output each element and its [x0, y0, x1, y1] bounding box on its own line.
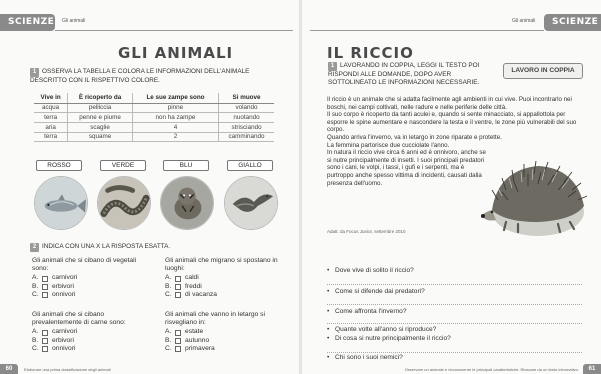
question-food-plants — [32, 257, 150, 299]
footer-text-left: Elaborare una prima classificazione degli animali — [24, 367, 111, 372]
instruction-text: INDICA CON UNA X LA RISPOSTA ESATTA. — [42, 243, 171, 250]
answer-option[interactable] — [32, 291, 150, 299]
question-text: Quante volte all'anno si riproduce? — [335, 326, 437, 333]
column-header: Vive in — [34, 93, 68, 103]
color-tag-rosso: ROSSO — [36, 160, 82, 171]
answer-option[interactable] — [32, 345, 150, 353]
question-hibernation — [165, 311, 290, 353]
checkbox[interactable] — [175, 338, 181, 344]
table-cell[interactable]: 4 — [132, 122, 218, 132]
checkbox[interactable] — [175, 284, 181, 290]
option-letter: A. — [32, 274, 39, 282]
step-number: 1 — [328, 62, 337, 71]
question-migration — [165, 257, 290, 299]
option-label: onnivori — [52, 344, 76, 352]
color-tag-blu: BLU — [163, 160, 209, 171]
question-text: Gli animali che si cibano prevalentemente di carne sono: — [32, 311, 126, 327]
answer-line[interactable] — [327, 284, 582, 285]
answer-option[interactable] — [32, 328, 150, 336]
option-letter: C. — [165, 290, 172, 298]
open-question — [327, 267, 414, 274]
table-cell[interactable]: 2 — [132, 132, 218, 142]
passage-paragraph: In natura il riccio vive circa 6 anni ed è onnivoro, anche se si nutre principalmente di insetti. I suoi principali predatori sono i cani, le volpi, i tassi, i gufi e i serpenti, ma è purtroppo anche spesso vittima di incidenti, causati dalla presenza dell'uomo. — [327, 149, 486, 187]
bullet-icon: • — [327, 308, 330, 315]
question-text: Chi sono i suoi nemici? — [335, 354, 403, 361]
question-text: Gli animali che vanno in letargo si risvegliano in: — [165, 311, 265, 327]
page-number-right: 61 — [583, 364, 601, 374]
page-gutter — [299, 0, 302, 374]
snake-photo — [97, 176, 151, 230]
answer-line[interactable] — [327, 352, 582, 353]
table-cell[interactable]: pinne — [132, 103, 218, 113]
option-letter: A. — [165, 328, 172, 336]
subject-tab-right: SCIENZE — [544, 14, 601, 31]
bird-photo — [224, 176, 278, 230]
page-title-left: GLI ANIMALI — [118, 44, 234, 62]
table-cell[interactable]: acqua — [34, 103, 68, 113]
table-cell[interactable]: aria — [34, 122, 68, 132]
answer-option[interactable] — [32, 337, 150, 345]
option-label: estate — [185, 328, 204, 336]
option-letter: B. — [32, 336, 39, 344]
checkbox[interactable] — [42, 276, 48, 282]
option-label: autunno — [185, 336, 210, 344]
column-header: Si muove — [219, 93, 274, 103]
option-label: caldi — [185, 274, 199, 282]
option-letter: C. — [32, 344, 39, 352]
tiger-photo — [160, 176, 214, 230]
table-cell[interactable]: penne e piume — [68, 113, 133, 123]
option-letter: B. — [165, 282, 172, 290]
hedgehog-illustration — [478, 150, 590, 240]
question-text: Come si difende dai predatori? — [335, 288, 425, 295]
checkbox[interactable] — [42, 330, 48, 336]
answer-option[interactable] — [165, 274, 290, 282]
passage-paragraph: Quando arriva l'inverno, va in letargo in zone riparate e protette. — [327, 133, 502, 141]
table-row — [34, 113, 274, 123]
table-cell[interactable]: camminando — [219, 132, 274, 142]
answer-option[interactable] — [165, 345, 290, 353]
answer-option[interactable] — [165, 291, 290, 299]
instruction-1-left — [30, 68, 280, 85]
checkbox[interactable] — [175, 276, 181, 282]
instruction-text: LAVORANDO IN COPPIA, LEGGI IL TESTO POI RISPONDI ALLE DOMANDE, DOPO AVER SOTTOLINEATO LE INFORMAZIONI NECESSARIE. — [328, 62, 480, 86]
open-question — [327, 354, 403, 361]
bullet-icon: • — [327, 267, 330, 274]
bullet-icon: • — [327, 354, 330, 361]
footer-text-right: Osservare un animale e riconoscerne le principali caratteristiche. Ricavare da un testo informativo. — [404, 367, 579, 372]
table-cell[interactable]: squame — [68, 132, 133, 142]
open-question — [327, 326, 436, 333]
instruction-text: OSSERVA LA TABELLA E COLORA LE INFORMAZIONI DELL'ANIMALE DESCRITTO CON IL RISPETTIVO COLORE. — [30, 68, 250, 84]
fish-photo — [34, 176, 88, 230]
answer-line[interactable] — [327, 304, 582, 305]
checkbox[interactable] — [175, 292, 181, 298]
table-row — [34, 103, 274, 113]
question-text: Gli animali che migrano si spostano in luoghi: — [165, 257, 278, 273]
table-row — [34, 122, 274, 132]
passage-paragraph: Il suo corpo è ricoperto da tanti aculei e, quando si sente minacciato, si appallottola per esporre le spine aumentare e nascondere la testa e il ventre, le zone più vulnerabili del suo corpo. — [327, 111, 577, 134]
bullet-icon: • — [327, 326, 330, 333]
answer-option[interactable] — [165, 328, 290, 336]
header-rule-right — [310, 30, 544, 31]
step-number: 2 — [30, 243, 39, 252]
option-letter: C. — [165, 344, 172, 352]
column-header: È ricoperto da — [68, 93, 133, 103]
source-citation: Adatt. da Focus Junior, settembre 2010 — [327, 229, 406, 234]
option-label: carnivori — [52, 328, 78, 336]
color-tag-giallo: GIALLO — [227, 160, 273, 171]
checkbox[interactable] — [42, 292, 48, 298]
answer-option[interactable] — [165, 283, 290, 291]
option-label: di vacanza — [185, 290, 217, 298]
option-letter: B. — [165, 336, 172, 344]
table-cell[interactable]: volando — [219, 103, 274, 113]
question-text: Di cosa si nutre principalmente il riccio? — [335, 335, 451, 342]
question-food-meat — [32, 311, 150, 353]
table-cell[interactable]: terra — [34, 132, 68, 142]
table-cell[interactable]: terra — [34, 113, 68, 123]
open-question — [327, 308, 407, 315]
header-rule-left — [55, 30, 293, 31]
answer-line[interactable] — [327, 323, 582, 324]
checkbox[interactable] — [42, 346, 48, 352]
question-text: Dove vive di solito il riccio? — [335, 267, 414, 274]
option-letter: A. — [32, 328, 39, 336]
option-letter: B. — [32, 282, 39, 290]
answer-option[interactable] — [32, 274, 150, 282]
column-header: Le sue zampe sono — [132, 93, 218, 103]
question-text: Come affronta l'inverno? — [335, 308, 407, 315]
table-cell[interactable]: pelliccia — [68, 103, 133, 113]
pair-work-badge: LAVORO IN COPPIA — [503, 63, 583, 79]
question-text: Gli animali che si cibano di vegetali sono: — [32, 257, 137, 273]
option-label: carnivori — [52, 274, 78, 282]
step-number: 1 — [30, 68, 39, 77]
table-header-row — [34, 93, 274, 103]
bullet-icon: • — [327, 335, 330, 342]
table-row — [34, 132, 274, 142]
header-subtitle-left: Gli animali — [62, 18, 86, 24]
passage-paragraph: Il riccio è un animale che si adatta facilmente agli ambienti in cui vive. Puoi incontrarlo nei boschi, nei campi coltivati, nelle radure e nelle periferie delle città. — [327, 96, 572, 111]
open-question — [327, 335, 451, 342]
checkbox[interactable] — [175, 346, 181, 352]
checkbox[interactable] — [42, 338, 48, 344]
page-title-right: IL RICCIO — [327, 44, 414, 62]
option-label: primavera — [185, 344, 215, 352]
answer-option[interactable] — [32, 283, 150, 291]
option-label: erbivori — [52, 282, 74, 290]
header-subtitle-right: Gli animali — [512, 18, 536, 24]
instruction-1-right — [328, 62, 493, 87]
option-label: freddi — [185, 282, 202, 290]
answer-option[interactable] — [165, 337, 290, 345]
option-label: onnivori — [52, 290, 76, 298]
checkbox[interactable] — [175, 330, 181, 336]
animal-traits-table — [34, 93, 274, 142]
option-letter: C. — [32, 290, 39, 298]
passage-paragraph: La femmina partorisce due cucciolate l'anno. — [327, 141, 450, 149]
table-cell[interactable]: non ha zampe — [132, 113, 218, 123]
instruction-2-left — [30, 243, 280, 252]
subject-tab-left: SCIENZE — [0, 14, 55, 31]
option-label: erbivori — [52, 336, 74, 344]
option-letter: A. — [165, 274, 172, 282]
table-cell[interactable]: scaglie — [68, 122, 133, 132]
open-question — [327, 288, 425, 295]
table-cell[interactable]: strisciando — [219, 122, 274, 132]
color-tag-verde: VERDE — [100, 160, 146, 171]
page-number-left: 60 — [0, 364, 18, 374]
bullet-icon: • — [327, 288, 330, 295]
checkbox[interactable] — [42, 284, 48, 290]
table-cell[interactable]: nuotando — [219, 113, 274, 123]
